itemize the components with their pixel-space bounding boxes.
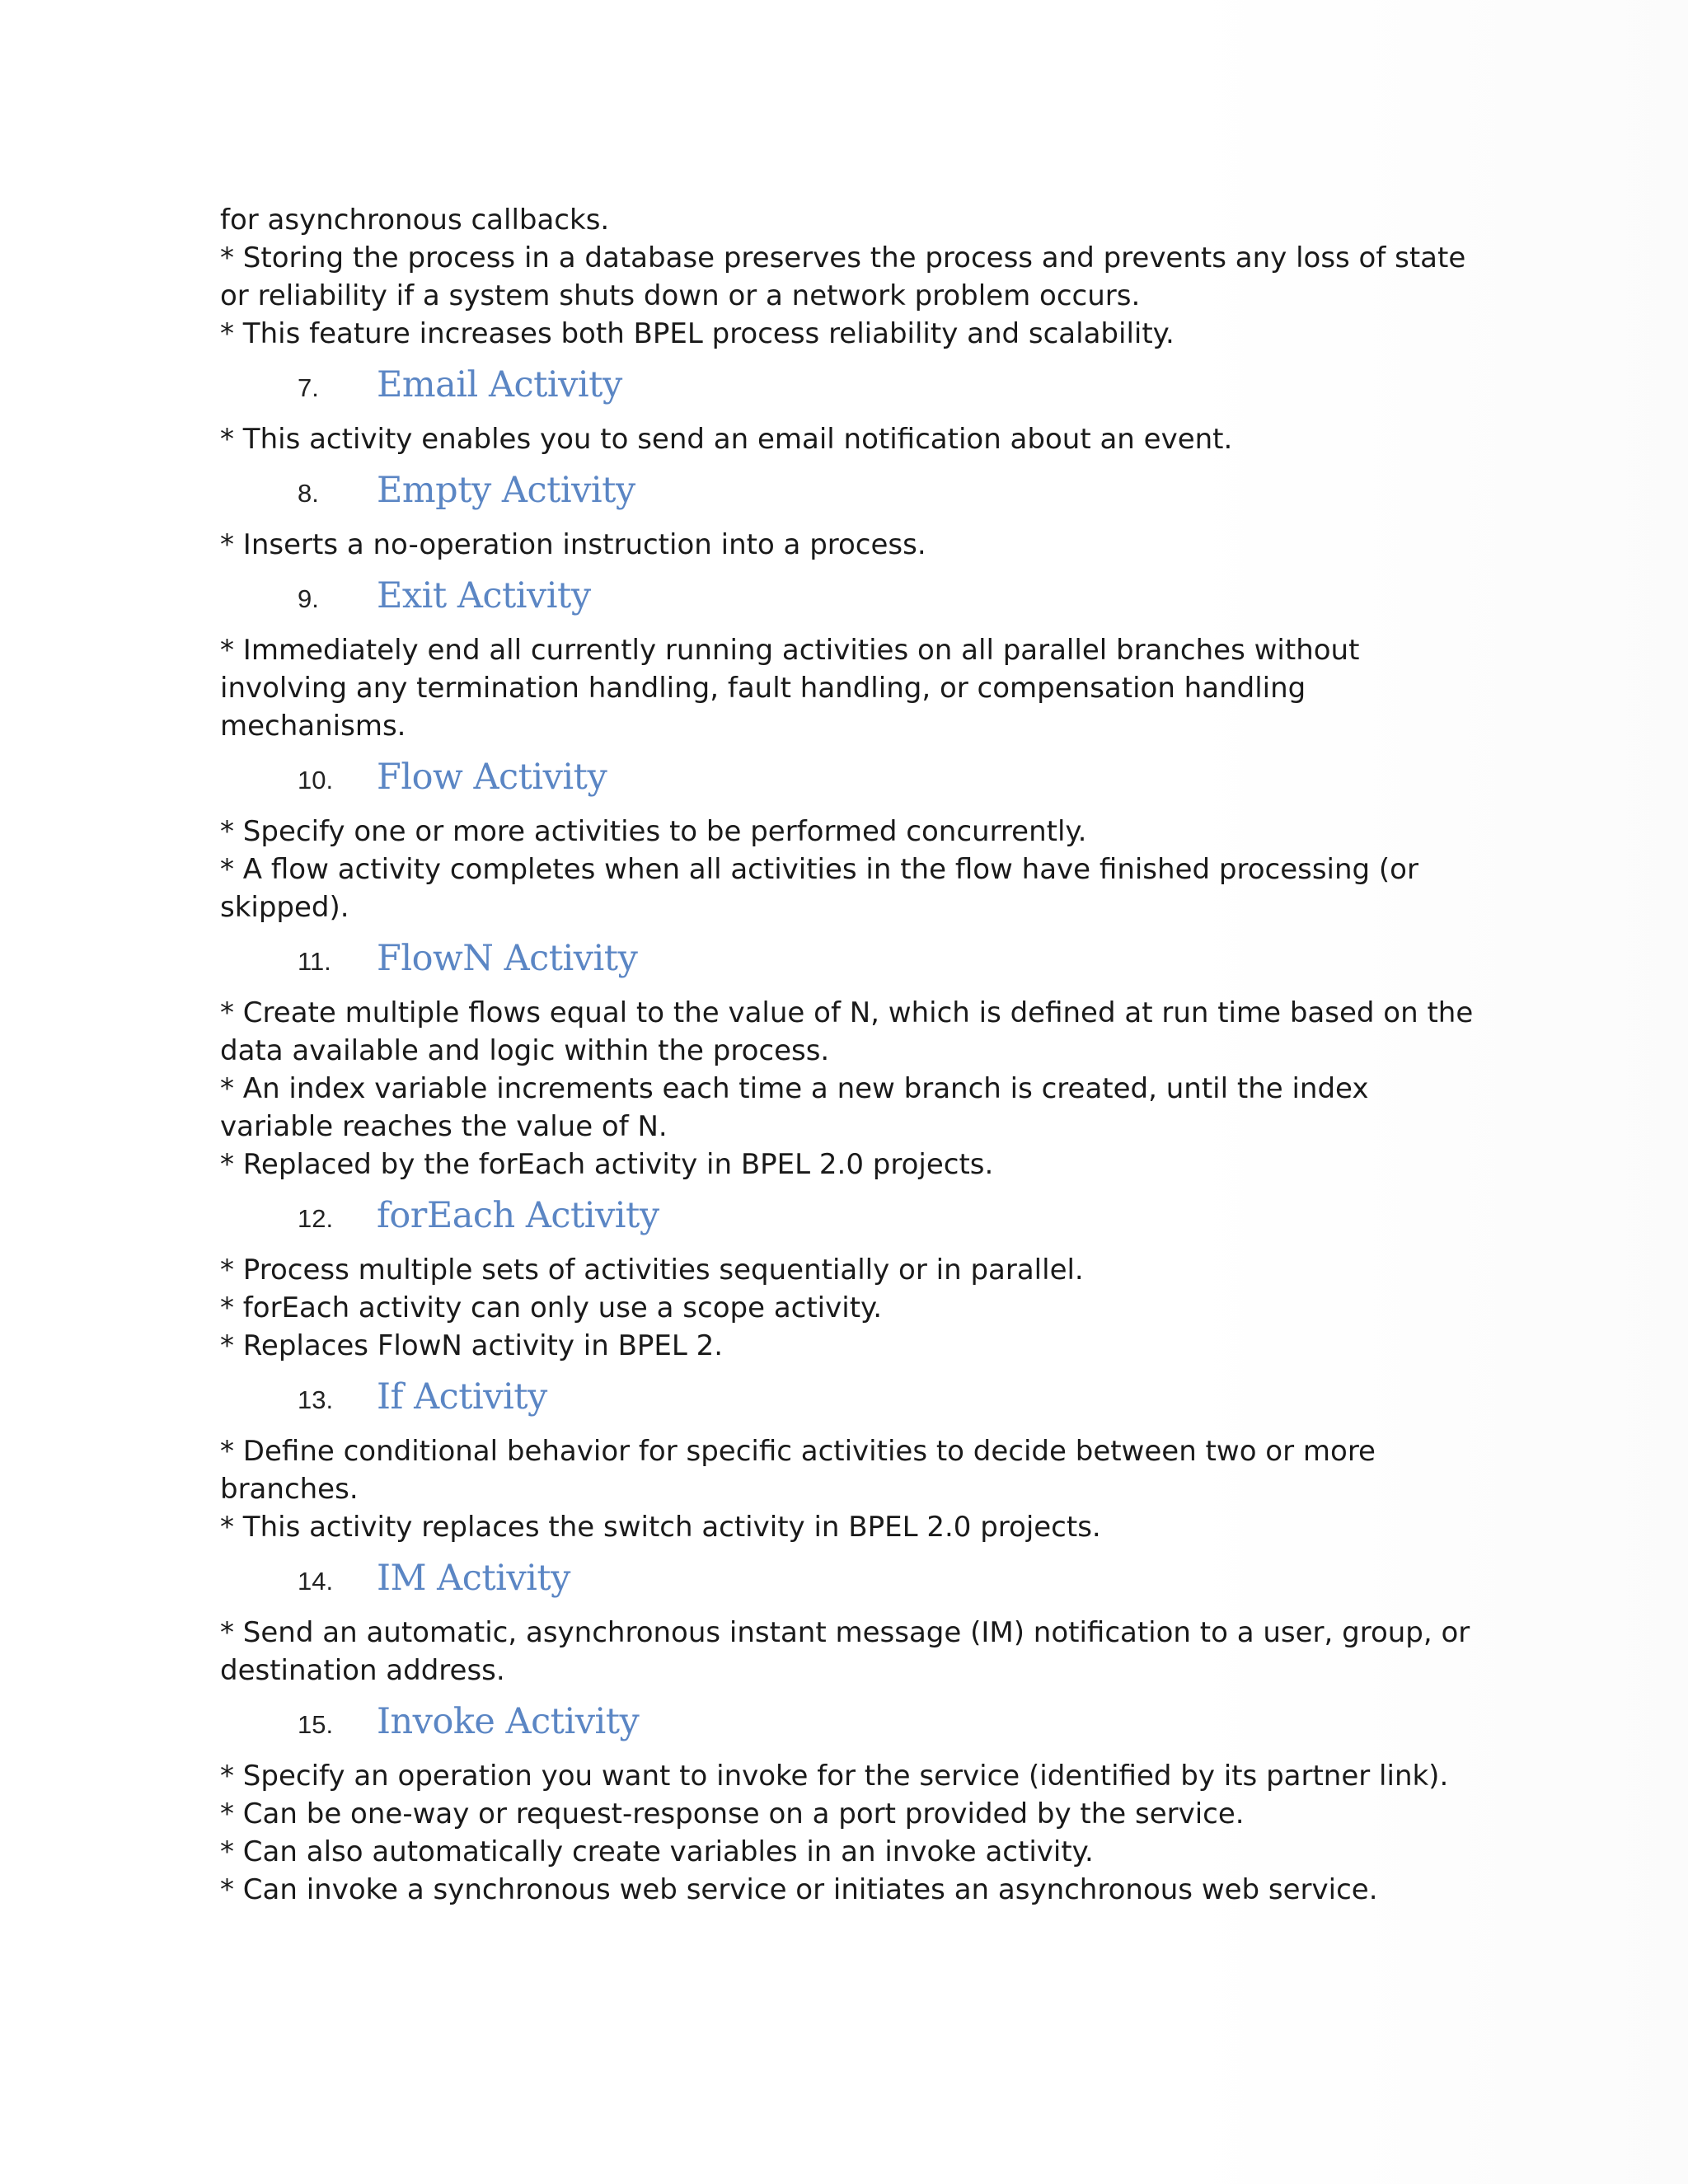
section-number: 7. [298, 373, 319, 402]
section-line: * Replaces FlowN activity in BPEL 2. [220, 1329, 724, 1362]
section-title: Invoke Activity [377, 1701, 640, 1742]
section-line: * This activity enables you to send an email notification about an event. [220, 423, 1233, 456]
section-title: Empty Activity [377, 470, 635, 511]
section-title: Flow Activity [377, 757, 607, 798]
section-heading [220, 1365, 1489, 1432]
section-line: * Define conditional behavior for specific activities to decide between two or more [220, 1435, 1376, 1468]
section-title: forEach Activity [377, 1195, 659, 1236]
section-line: * Create multiple flows equal to the value of N, which is defined at run time based on the [220, 996, 1474, 1029]
section-title: If Activity [377, 1376, 547, 1418]
section-line: mechanisms. [220, 710, 406, 743]
section-line: * Inserts a no-operation instruction into a process. [220, 528, 926, 561]
section-number: 14. [298, 1567, 334, 1596]
section-number: 11. [298, 947, 331, 976]
section-number: 15. [298, 1710, 334, 1739]
section-line: data available and logic within the process. [220, 1034, 830, 1067]
section-heading [220, 353, 1489, 420]
section-title: IM Activity [377, 1558, 570, 1599]
section-number: 12. [298, 1204, 334, 1233]
intro-line: for asynchronous callbacks. [220, 204, 610, 237]
section-line: * Specify one or more activities to be performed concurrently. [220, 815, 1087, 848]
section-line: * forEach activity can only use a scope activity. [220, 1291, 883, 1324]
section-im-activity [220, 1546, 1489, 1690]
section-title: Exit Activity [377, 575, 591, 616]
section-line: * Replaced by the forEach activity in BPEL 2.0 projects. [220, 1148, 994, 1181]
section-heading [220, 1690, 1489, 1757]
section-heading [220, 1546, 1489, 1614]
section-line: skipped). [220, 891, 349, 924]
section-number: 13. [298, 1385, 334, 1414]
document-content [220, 201, 1489, 1909]
section-title: FlowN Activity [377, 938, 638, 979]
section-heading [220, 745, 1489, 813]
section-title: Email Activity [377, 364, 622, 405]
section-number: 8. [298, 479, 319, 508]
section-foreach-activity [220, 1183, 1489, 1365]
section-line: branches. [220, 1473, 359, 1506]
section-line: * Can be one-way or request-response on a port provided by the service. [220, 1797, 1245, 1830]
section-heading [220, 564, 1489, 631]
intro-line: * Storing the process in a database preserves the process and prevents any loss of state [220, 241, 1466, 274]
section-line: * Send an automatic, asynchronous instant message (IM) notification to a user, group, or [220, 1616, 1470, 1649]
section-number: 10. [298, 766, 334, 794]
section-line: * This activity replaces the switch activity in BPEL 2.0 projects. [220, 1511, 1101, 1544]
section-flow-activity [220, 745, 1489, 926]
section-line: involving any termination handling, fault handling, or compensation handling [220, 672, 1306, 705]
section-heading [220, 926, 1489, 994]
section-line: * An index variable increments each time a new branch is created, until the index [220, 1072, 1369, 1105]
section-heading [220, 458, 1489, 526]
section-line: * Immediately end all currently running activities on all parallel branches without [220, 634, 1360, 667]
section-line: * Can also automatically create variables in an invoke activity. [220, 1835, 1094, 1868]
intro-line: or reliability if a system shuts down or a network problem occurs. [220, 279, 1141, 312]
section-email-activity [220, 353, 1489, 458]
section-line: * Specify an operation you want to invoke for the service (identified by its partner link). [220, 1760, 1449, 1793]
section-empty-activity [220, 458, 1489, 564]
section-line: * A flow activity completes when all activities in the flow have finished processing (or [220, 853, 1418, 886]
section-line: * Can invoke a synchronous web service or initiates an asynchronous web service. [220, 1873, 1378, 1906]
section-number: 9. [298, 584, 319, 613]
section-line: * Process multiple sets of activities sequentially or in parallel. [220, 1254, 1084, 1286]
section-if-activity [220, 1365, 1489, 1546]
section-exit-activity [220, 564, 1489, 745]
section-flown-activity [220, 926, 1489, 1183]
section-line: variable reaches the value of N. [220, 1110, 668, 1143]
section-line: destination address. [220, 1654, 505, 1687]
intro-paragraph [220, 201, 1489, 353]
intro-line: * This feature increases both BPEL process reliability and scalability. [220, 317, 1175, 350]
section-heading [220, 1183, 1489, 1251]
section-invoke-activity [220, 1690, 1489, 1909]
